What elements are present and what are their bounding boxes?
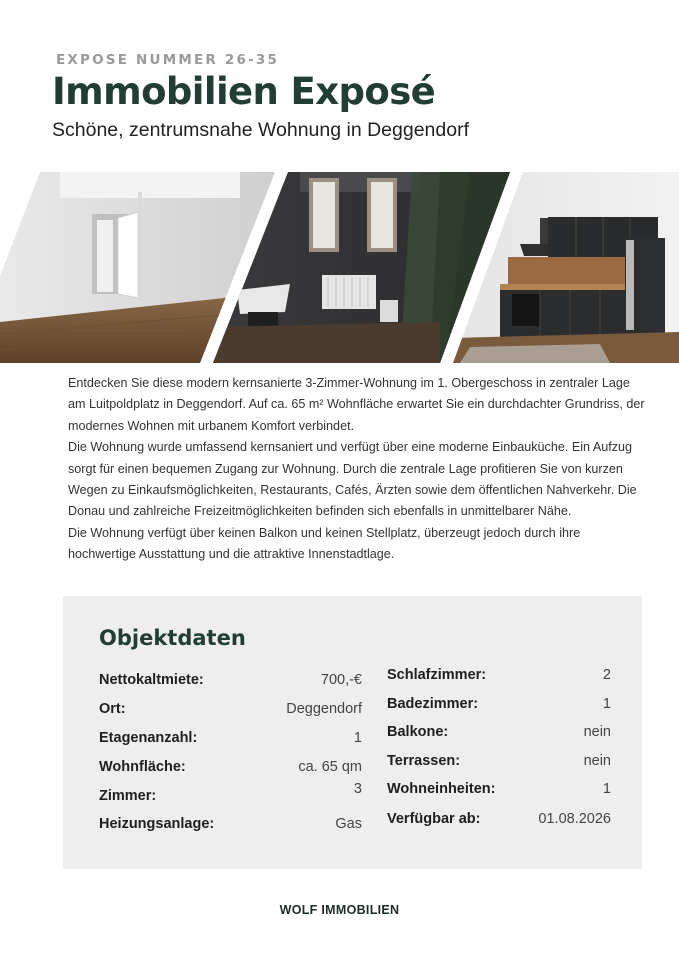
fact-row-wohnflaeche <box>99 759 362 779</box>
fact-value: 1 <box>602 781 611 797</box>
fact-value: 01.08.2026 <box>538 811 611 827</box>
fact-label: Wohneinheiten: <box>387 781 496 797</box>
fact-value: nein <box>583 753 611 769</box>
fact-value: 2 <box>602 667 611 683</box>
fact-value: 1 <box>602 696 611 712</box>
objektdaten-panel <box>63 596 642 869</box>
fact-value: ca. 65 qm <box>298 759 362 775</box>
fact-row-heizungsanlage <box>99 816 362 836</box>
fact-row-ort <box>99 701 362 721</box>
fact-row-nettokaltmiete <box>99 672 362 692</box>
fact-label: Schlafzimmer: <box>387 667 487 683</box>
photo-strip <box>0 172 679 363</box>
fact-label: Verfügbar ab: <box>387 811 481 827</box>
fact-row-verfuegbar-ab <box>387 811 611 831</box>
fact-label: Etagenanzahl: <box>99 730 198 746</box>
intro-paragraph: Die Wohnung wurde umfassend kernsaniert und verfügt über eine moderne Einbauküche. Ein Aufzug sorgt für einen bequemen Zugang zur Wohnung. Durch die zentrale Lage profitieren Sie von kurzen Wegen zu Einkaufsmöglichkeiten, Restaurants, Cafés, Ärzten sowie dem öffentlichen Nahverkehr. Die Donau und zahlreiche Freizeitmöglichkeiten befinden sich ebenfalls in unmittelbarer Nähe. <box>68 440 637 519</box>
fact-value: 3 <box>353 781 362 797</box>
fact-row-terrassen <box>387 753 611 773</box>
page-subtitle: Schöne, zentrumsnahe Wohnung in Deggendorf <box>52 119 470 141</box>
fact-label: Zimmer: <box>99 788 157 804</box>
fact-value: nein <box>583 724 611 740</box>
fact-row-badezimmer <box>387 696 611 716</box>
fact-row-balkone <box>387 724 611 744</box>
fact-value: Deggendorf <box>286 701 362 717</box>
fact-value: 700,-€ <box>320 672 362 688</box>
intro-text <box>68 373 648 566</box>
objektdaten-title: Objektdaten <box>99 626 246 650</box>
expose-number: EXPOSE NUMMER 26-35 <box>56 52 280 68</box>
fact-label: Terrassen: <box>387 753 461 769</box>
fact-row-zimmer <box>99 781 362 806</box>
fact-label: Balkone: <box>387 724 449 740</box>
fact-label: Ort: <box>99 701 126 717</box>
brand-footer: WOLF IMMOBILIEN <box>279 903 400 917</box>
fact-label: Badezimmer: <box>387 696 479 712</box>
fact-value: 1 <box>353 730 362 746</box>
fact-row-wohneinheiten <box>387 781 611 801</box>
intro-paragraph: Entdecken Sie diese modern kernsanierte 3-Zimmer-Wohnung im 1. Obergeschoss in zentraler Lage am Luitpoldplatz in Deggendorf. Auf ca. 65 m² Wohnfläche erwartet Sie ein durchdachter Grundriss, der modernes Wohnen mit urbanem Komfort verbindet. <box>68 376 645 433</box>
fact-row-schlafzimmer <box>387 667 611 687</box>
fact-row-etagenanzahl <box>99 730 362 750</box>
fact-label: Heizungsanlage: <box>99 816 215 832</box>
fact-label: Nettokaltmiete: <box>99 672 204 688</box>
fact-label: Wohnfläche: <box>99 759 186 775</box>
fact-value: Gas <box>335 816 362 832</box>
intro-paragraph: Die Wohnung verfügt über keinen Balkon und keinen Stellplatz, überzeugt jedoch durch ihre hochwertige Ausstattung und die attraktive Innenstadtlage. <box>68 525 581 562</box>
page-title: Immobilien Exposé <box>52 70 436 113</box>
